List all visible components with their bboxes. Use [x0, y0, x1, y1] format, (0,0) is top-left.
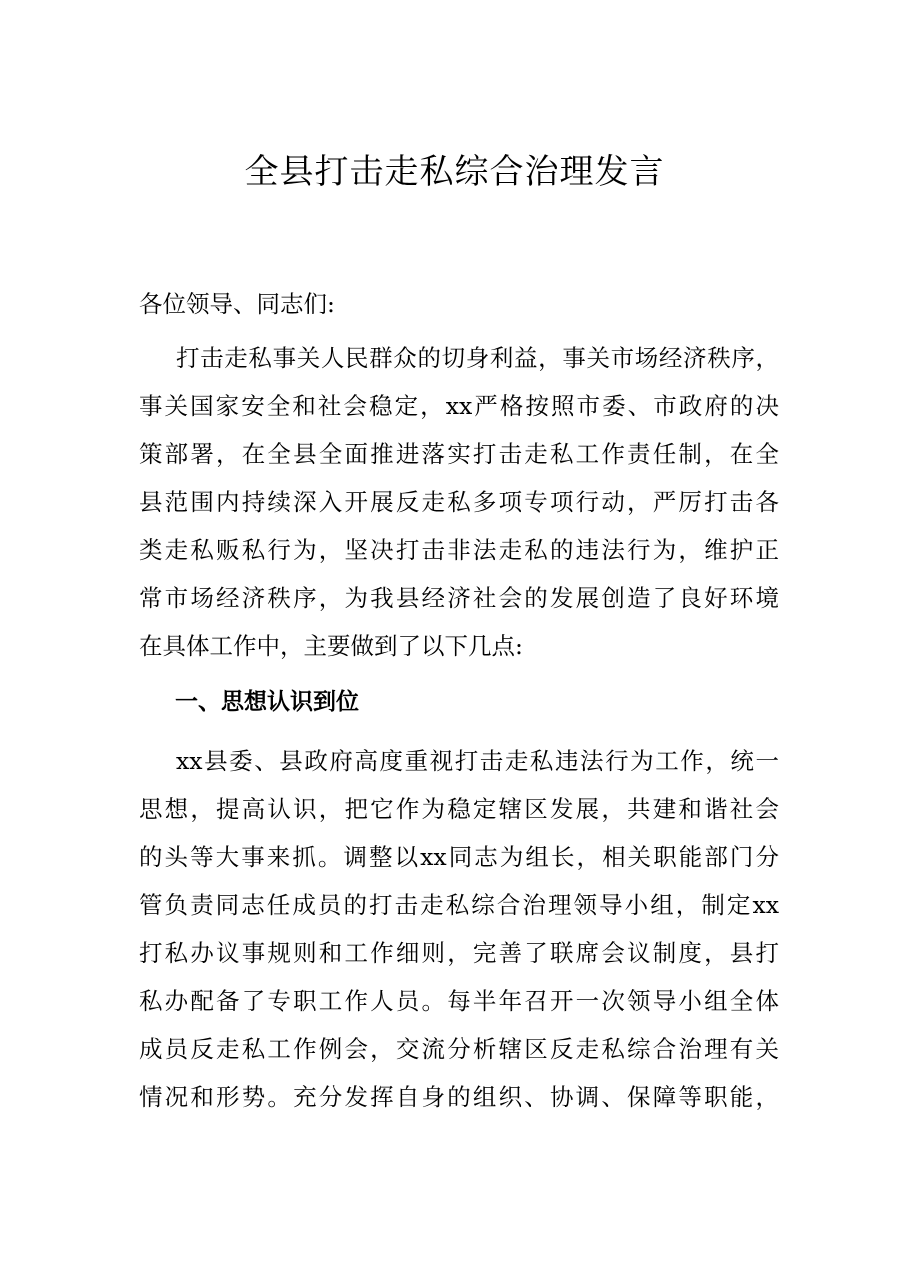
paragraph-line: 策部署，在全县全面推进落实打击走私工作责任制，在全	[139, 440, 779, 468]
paragraph-line: 县范围内持续深入开展反走私多项专项行动，严厉打击各	[139, 488, 779, 516]
paragraph-line: 常市场经济秩序，为我县经济社会的发展创造了良好环境	[139, 584, 779, 612]
paragraph-line: 在具体工作中，主要做到了以下几点:	[139, 632, 523, 660]
paragraph-line: 类走私贩私行为，坚决打击非法走私的违法行为，维护正	[139, 536, 779, 564]
paragraph-line: 成员反走私工作例会，交流分析辖区反走私综合治理有关	[139, 1035, 779, 1063]
paragraph-line: 的头等大事来抓。调整以xx同志为组长，相关职能部门分	[139, 843, 779, 871]
paragraph-line: xx县委、县政府高度重视打击走私违法行为工作，统一	[176, 747, 779, 775]
paragraph-line: 事关国家安全和社会稳定，xx严格按照市委、市政府的决	[139, 392, 779, 420]
paragraph-line: 打击走私事关人民群众的切身利益，事关市场经济秩序，	[176, 344, 779, 372]
paragraph-line: 管负责同志任成员的打击走私综合治理领导小组，制定xx	[139, 891, 779, 919]
section-heading: 一、思想认识到位	[175, 689, 359, 715]
document-title: 全县打击走私综合治理发言	[244, 152, 665, 192]
salutation: 各位领导、同志们:	[139, 290, 335, 318]
paragraph-section1	[139, 737, 779, 1121]
paragraph-intro	[139, 334, 779, 670]
paragraph-line: 情况和形势。充分发挥自身的组织、协调、保障等职能，	[139, 1083, 779, 1111]
paragraph-line: 打私办议事规则和工作细则，完善了联席会议制度，县打	[139, 939, 779, 967]
paragraph-line: 私办配备了专职工作人员。每半年召开一次领导小组全体	[139, 987, 779, 1015]
paragraph-line: 思想，提高认识，把它作为稳定辖区发展，共建和谐社会	[139, 795, 779, 823]
